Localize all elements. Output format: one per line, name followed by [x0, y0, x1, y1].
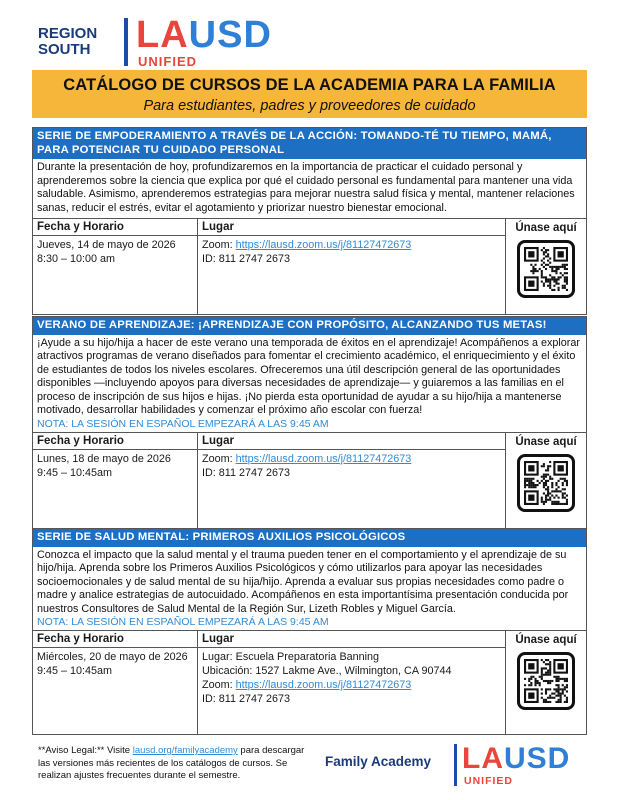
family-academy-label: Family Academy [325, 754, 432, 769]
zoom-line [202, 238, 501, 252]
qr-code-icon[interactable] [517, 652, 575, 710]
zoom-label: Zoom: [202, 239, 236, 251]
place-address: Ubicación: 1527 Lakme Ave., Wilmington, CA 90744 [202, 665, 452, 677]
place-name: Lugar: Escuela Preparatoria Banning [202, 651, 380, 663]
legal-suffix: para descargar las versiones más recientes de los catálogos de cursos. Se realizan ajustes frecuentes durante el semestre. [38, 745, 305, 781]
session-time: 9:45 – 10:45am [37, 665, 113, 677]
join-column [506, 433, 586, 528]
place-header: Lugar [198, 219, 505, 236]
section-note: NOTA: LA SESIÓN EN ESPAÑOL EMPEZARÁ A LAS 9:45 AM [37, 417, 329, 430]
join-column [506, 631, 586, 734]
footer-logo-la: LA [462, 742, 504, 775]
footer-lausd-logo [462, 744, 570, 774]
catalog-title: CATÁLOGO DE CURSOS DE LA ACADEMIA PARA LA FAMILIA [63, 76, 556, 94]
place-column [198, 219, 506, 314]
session-time: 8:30 – 10:00 am [37, 253, 116, 265]
course-section-self-care [32, 127, 587, 315]
zoom-label: Zoom: [202, 452, 236, 465]
catalog-subtitle: Para estudiantes, padres y proveedores de cuidado [143, 98, 476, 114]
join-header: Únase aquí [515, 222, 577, 234]
section-title: VERANO DE APRENDIZAJE: ¡APRENDIZAJE CON PROPÓSITO, ALCANZANDO TUS METAS! [33, 317, 586, 335]
footer-divider [454, 744, 457, 786]
section-description: Durante la presentación de hoy, profundizaremos en la importancia de practicar el cuidado personal y aprenderemos sobre la ciencia que explica por qué el cuidado personal es fundamental para mantener una vida saludable. Asimismo, aprenderemos estrategias para mejorar nuestra salud física y mental, mantener relaciones sanas, reducir el estrés, evitar el agotamiento y priorizar nuestro bienestar emocional. [37, 161, 575, 214]
join-header: Únase aquí [515, 435, 577, 448]
zoom-line [202, 678, 501, 692]
zoom-line [202, 452, 501, 466]
session-date: Miércoles, 20 de mayo de 2026 [37, 651, 188, 663]
date-cell [33, 236, 197, 268]
place-column [198, 631, 506, 734]
zoom-link[interactable]: https://lausd.zoom.us/j/81127472673 [235, 452, 412, 465]
region-south-label [38, 26, 97, 58]
place-header: Lugar [198, 631, 505, 648]
date-cell [33, 450, 197, 482]
date-column [33, 433, 198, 528]
schedule-table [33, 630, 586, 734]
section-description: Conozca el impacto que la salud mental y el trauma pueden tener en el comportamiento y el aprendizaje de su hijo/hija. Aprenda sobre los Primeros Auxilios Psicológicos y cómo utilizarlos para apoyar las necesidades socioemocionales y de salud mental de su hija/hijo. Aprenda a evaluar sus propias necesidades como padre o madre y analice estrategias de autocuidado. Acompáñenos en esta importantísima presentación conducida por nuestros Consultores de Salud Mental de la Región Sur, Lizeth Robles y Miguel García. [37, 548, 569, 615]
region-line2: SOUTH [38, 41, 91, 58]
session-time: 9:45 – 10:45am [37, 466, 113, 479]
zoom-link[interactable]: https://lausd.zoom.us/j/81127472673 [235, 679, 412, 691]
section-description: ¡Ayude a su hijo/hija a hacer de este verano una temporada de éxitos en el aprendizaje! Acompáñenos a explorar atractivos programas de verano diseñados para fomentar el crecimiento académico, el enriquecimiento y el éxito de estudiantes de todos los niveles escolares. Ofreceremos una útil descripción general de las oportunidades disponibles —incluyendo apoyos para diversas necesidades de aprendizaje— y guiaremos a las familias en el proceso de inscripción de sus hijos e hijas. ¡No pierda esta oportunidad de ayudar a su hijo/hija a mantenerse motivado, desarrollar habilidades y comenzar el próximo año escolar con fuerza! [37, 336, 580, 416]
legal-notice [38, 745, 308, 783]
logo-usd: USD [188, 14, 272, 56]
lausd-logo [136, 16, 272, 54]
qr-code-icon[interactable] [517, 240, 575, 298]
place-cell [198, 236, 505, 314]
course-section-summer-learning [32, 316, 587, 529]
qr-code-icon[interactable] [517, 454, 575, 512]
place-cell [198, 648, 505, 734]
section-title: SERIE DE EMPODERAMIENTO A TRAVÉS DE LA ACCIÓN: TOMANDO-TÉ TU TIEMPO, MAMÁ, PARA POTENCIAR TU CUIDADO PERSONAL [33, 128, 586, 159]
zoom-link[interactable]: https://lausd.zoom.us/j/81127472673 [235, 239, 412, 251]
family-academy-link[interactable]: lausd.org/familyacademy [132, 745, 238, 756]
zoom-label: Zoom: [202, 679, 236, 691]
date-column [33, 631, 198, 734]
meeting-id: ID: 811 2747 2673 [202, 466, 291, 479]
logo-la: LA [136, 14, 189, 56]
place-column [198, 433, 506, 528]
date-header: Fecha y Horario [33, 631, 197, 648]
legal-prefix: **Aviso Legal:** Visite [38, 745, 133, 756]
schedule-table [33, 432, 586, 528]
date-column [33, 219, 198, 314]
header [32, 14, 592, 70]
logo-unified: UNIFIED [138, 54, 197, 69]
date-header: Fecha y Horario [33, 433, 197, 450]
meeting-id: ID: 811 2747 2673 [202, 693, 291, 705]
session-date: Lunes, 18 de mayo de 2026 [37, 452, 171, 465]
header-divider [124, 18, 128, 66]
footer-logo-usd: USD [504, 742, 571, 775]
meeting-id: ID: 811 2747 2673 [202, 253, 291, 265]
date-cell [33, 648, 197, 680]
join-header: Únase aquí [515, 634, 577, 646]
place-cell [198, 450, 505, 528]
place-header: Lugar [198, 433, 505, 450]
course-section-mental-health [32, 528, 587, 735]
region-line1: REGION [38, 25, 98, 42]
footer-logo-unified: UNIFIED [464, 775, 513, 787]
section-title: SERIE DE SALUD MENTAL: PRIMEROS AUXILIOS PSICOLÓGICOS [33, 529, 586, 547]
schedule-table [33, 218, 586, 314]
join-column [506, 219, 586, 314]
session-date: Jueves, 14 de mayo de 2026 [37, 239, 176, 251]
catalog-banner [32, 70, 587, 118]
date-header: Fecha y Horario [33, 219, 197, 236]
section-note: NOTA: LA SESIÓN EN ESPAÑOL EMPEZARÁ A LAS 9:45 AM [37, 616, 329, 628]
